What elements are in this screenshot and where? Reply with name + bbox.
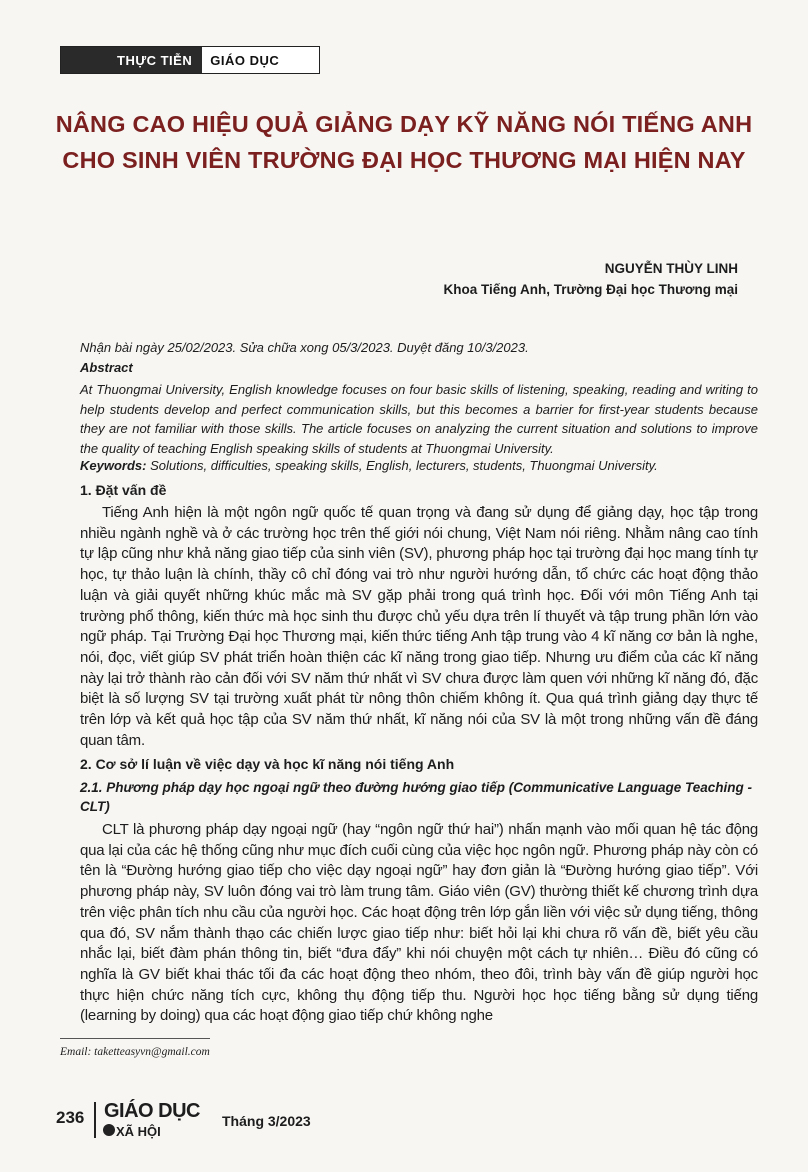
footer-divider xyxy=(94,1102,96,1138)
author-affiliation: Khoa Tiếng Anh, Trường Đại học Thương mại xyxy=(443,282,738,297)
journal-logo-top: GIÁO DỤC xyxy=(104,1100,200,1122)
author-block xyxy=(443,258,738,300)
abstract-text: At Thuongmai University, English knowledge focuses on four basic skills of listening, speaking, reading and writing to help students develop and perfect communication skills, but this becomes a barrier for first-year students because they are not familiar with those skills. The article focuses on analyzing the current situation and solutions to improve the quality of teaching English speaking skills of students at Thuongmai University. xyxy=(80,382,758,456)
journal-logo-bottom: XÃ HỘI xyxy=(116,1124,161,1139)
section-2-1-heading: 2.1. Phương pháp dạy học ngoại ngữ theo đường hướng giao tiếp (Communicative Language Teaching - CLT) xyxy=(80,780,753,814)
article-title xyxy=(40,106,768,178)
section-2-1-text: CLT là phương pháp dạy ngoại ngữ (hay “ngôn ngữ thứ hai”) nhấn mạnh vào mối quan hệ tác động qua lại của các hệ thống cũng như mục đích cuối cùng của việc học ngôn ngữ. Phương pháp này còn có tên là “Đường hướng giao tiếp cho việc dạy ngoại ngữ” hay đơn giản là “Đường hướng giao tiếp”. Với phương pháp này, SV luôn đóng vai trò làm trung tâm. Giáo viên (GV) thường thiết kế chương trình dựa trên việc phân tích nhu cầu của người học. Các hoạt động trên lớp gắn liền với việc sử dụng tiếng, thông qua đó, SV nắm thành thạo các chiến lược giao tiếp như: biết hỏi lại khi chưa rõ vấn đề, biết yêu cầu nhắc lại, biết đàm phán thông tin, biết “đưa đẩy” khi nói chuyện một cách tự nhiên… Điều đó cũng có nghĩa là GV biết khai thác tối đa các hoạt động theo nhóm, theo đôi, trình bày vấn đề giúp người học thực hiện chức năng tích cực, không thụ động tiếp thu. Người học học tiếng bằng sử dụng tiếng (learning by doing) qua các hoạt động giao tiếp chứ không nghe xyxy=(80,821,758,1025)
footnote-email: Email: taketteasyvn@gmail.com xyxy=(60,1046,210,1058)
page-number: 236 xyxy=(56,1108,85,1127)
section-tag-dark: THỰC TIỄN xyxy=(61,47,202,73)
title-line-2: CHO SINH VIÊN TRƯỜNG ĐẠI HỌC THƯƠNG MẠI HIỆN NAY xyxy=(62,147,746,173)
section-tag xyxy=(60,46,320,74)
logo-icon xyxy=(103,1124,115,1136)
section-tag-light: GIÁO DỤC xyxy=(210,52,280,68)
section-2-heading: 2. Cơ sở lí luận về việc dạy và học kĩ năng nói tiếng Anh xyxy=(80,756,455,772)
keywords xyxy=(80,456,758,475)
section-1-text: Tiếng Anh hiện là một ngôn ngữ quốc tế quan trọng và đang sử dụng để giảng dạy, học tập trong nhiều ngành nghề và ở các trường học trên thế giới nói chung, Việt Nam nói riêng. Nhằm nâng cao tính tự lập cũng như khả năng giao tiếp của sinh viên (SV), phương pháp học tại trường đại học mang tính tự học, tự thảo luận là chính, thầy cô chỉ đóng vai trò như người hướng dẫn, tổ chức các hoạt động thảo luận và giải quyết những khúc mắc mà SV gặp phải trong quá trình học. Đối với môn Tiếng Anh tại trường phổ thông, kiến thức mà học sinh thu được chủ yếu dựa trên lí thuyết và tập trung phần lớn vào ngữ pháp. Tại Trường Đại học Thương mại, kiến thức tiếng Anh tập trung vào 4 kĩ năng cơ bản là nghe, nói, đọc, viết giúp SV phát triển hoàn thiện các kĩ năng trong giao tiếp. Nhưng ưu điểm của các kĩ năng này lại trở thành rào cản đối với SV năm thứ nhất vì SV chưa được làm quen với những kĩ năng đó, đặc biệt là số lượng SV tại trường xuất phát từ nông thôn chiếm không ít. Qua quá trình giảng dạy thực tế trên lớp và kết quả học tập của SV năm thứ nhất, kĩ năng nói của SV là một trong những vấn đề đáng quan tâm. xyxy=(80,504,758,749)
received-dates: Nhận bài ngày 25/02/2023. Sửa chữa xong 05/3/2023. Duyệt đăng 10/3/2023. xyxy=(80,340,529,355)
author-name: NGUYỄN THÙY LINH xyxy=(604,261,738,276)
footnote-divider xyxy=(60,1038,210,1039)
issue-date: Tháng 3/2023 xyxy=(222,1113,311,1129)
keywords-text: Solutions, difficulties, speaking skills, English, lecturers, students, Thuongmai University. xyxy=(146,458,658,473)
keywords-label: Keywords: xyxy=(80,458,147,473)
section-1-heading: 1. Đặt vấn đề xyxy=(80,482,167,498)
title-line-1: NÂNG CAO HIỆU QUẢ GIẢNG DẠY KỸ NĂNG NÓI TIẾNG ANH xyxy=(55,111,753,137)
abstract-label: Abstract xyxy=(80,360,133,375)
